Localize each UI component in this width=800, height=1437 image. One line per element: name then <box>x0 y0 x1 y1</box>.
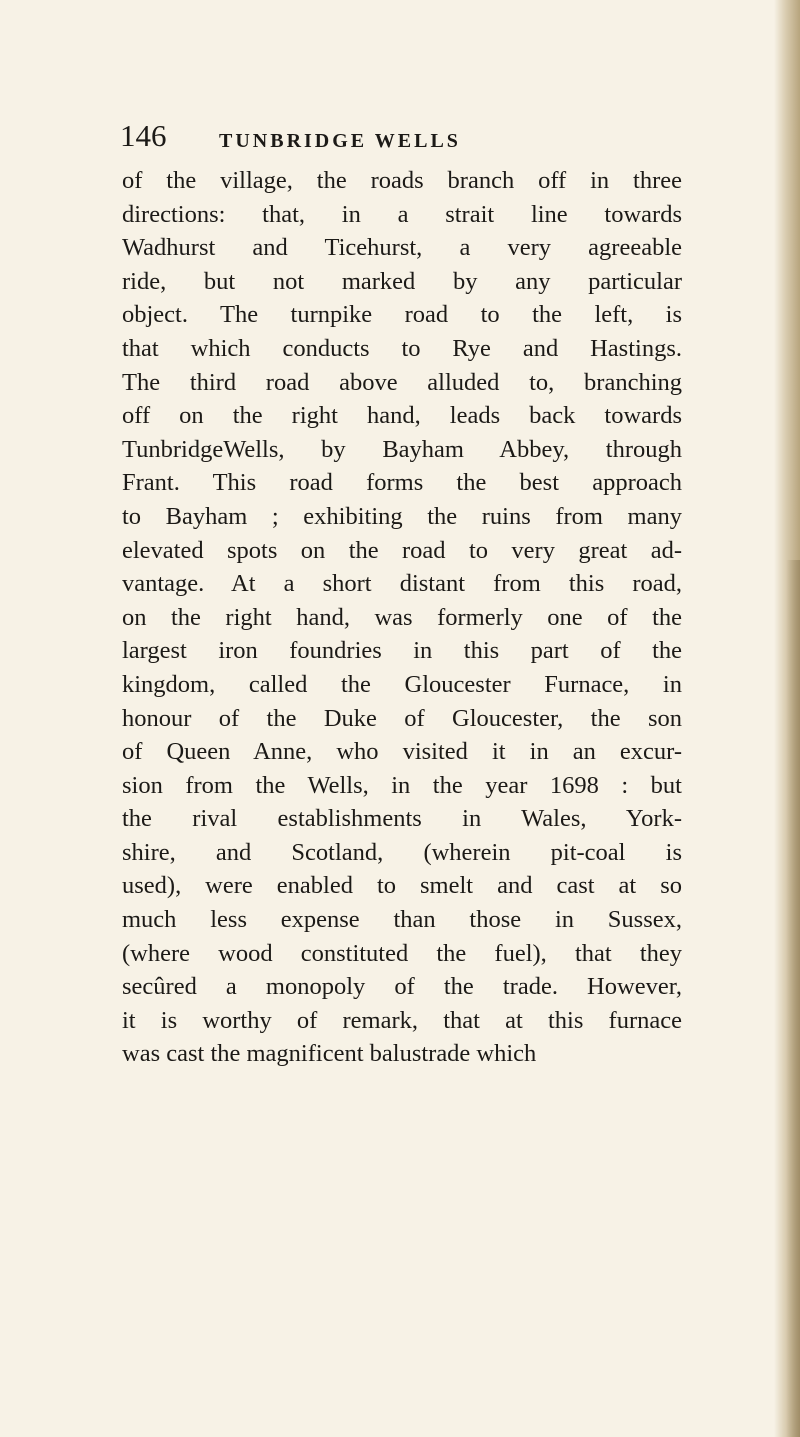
text-line: kingdom, called the Gloucester Furnace, in <box>122 670 682 698</box>
text-line: shire, and Scotland, (wherein pit-coal is <box>122 838 682 866</box>
text-line: ride, but not marked by any particular <box>122 267 682 295</box>
text-line: honour of the Duke of Gloucester, the son <box>122 704 682 732</box>
text-line: TunbridgeWells, by Bayham Abbey, through <box>122 435 682 463</box>
text-line: directions: that, in a strait line towards <box>122 200 682 228</box>
text-line: much less expense than those in Sussex, <box>122 906 682 934</box>
text-line: of Queen Anne, who visited it in an excur- <box>122 738 682 766</box>
text-line: object. The turnpike road to the left, is <box>122 301 682 329</box>
running-title: TUNBRIDGE WELLS <box>219 130 461 152</box>
text-line: sion from the Wells, in the year 1698 : but <box>122 771 682 799</box>
running-head <box>0 118 800 158</box>
text-line: that which conducts to Rye and Hastings. <box>122 334 682 362</box>
text-line: Wadhurst and Ticehurst, a very agreeable <box>122 234 682 262</box>
text-line: off on the right hand, leads back towards <box>122 402 682 430</box>
text-line: elevated spots on the road to very great ad- <box>122 536 682 564</box>
text-line: to Bayham ; exhibiting the ruins from many <box>122 502 682 530</box>
text-line: vantage. At a short distant from this road, <box>122 570 682 598</box>
text-line: it is worthy of remark, that at this furnace <box>122 1006 682 1034</box>
text-line: used), were enabled to smelt and cast at so <box>122 872 682 900</box>
text-line: of the village, the roads branch off in three <box>122 167 682 194</box>
page-edge-shadow-lower <box>786 560 800 1437</box>
text-line: Frant. This road forms the best approach <box>122 469 682 497</box>
text-line: largest iron foundries in this part of the <box>122 637 682 665</box>
body-text <box>122 164 682 1071</box>
text-line: The third road above alluded to, branching <box>122 368 682 396</box>
text-line: (where wood constituted the fuel), that they <box>122 939 682 967</box>
page-number: 146 <box>120 118 167 153</box>
text-line: was cast the magnificent balustrade which <box>122 1040 537 1068</box>
text-line: secûred a monopoly of the trade. However, <box>122 973 682 1001</box>
text-line: on the right hand, was formerly one of the <box>122 603 682 631</box>
text-line: the rival establishments in Wales, York- <box>122 805 682 833</box>
